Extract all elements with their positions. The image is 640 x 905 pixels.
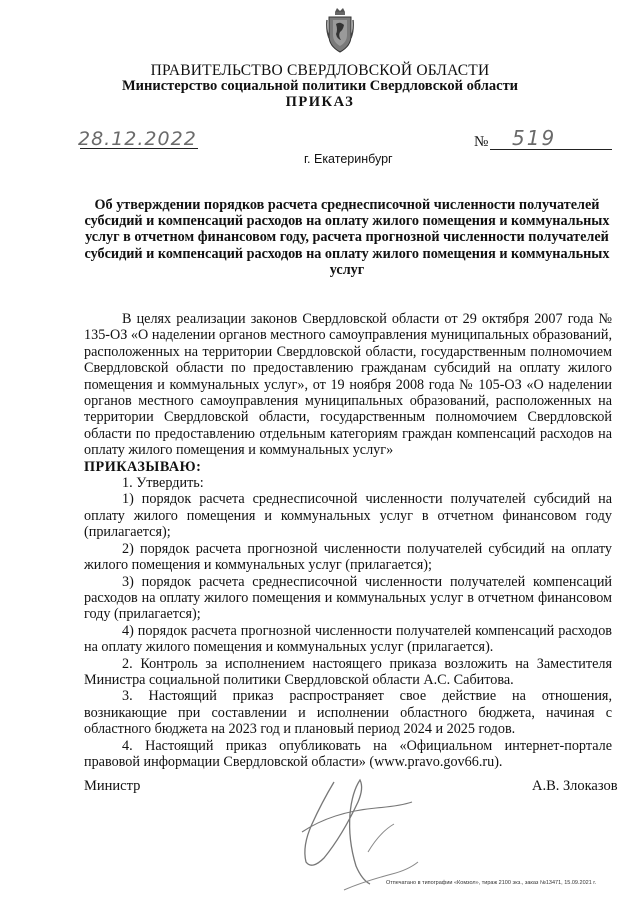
date-underline [80,148,198,149]
list-item: 2. Контроль за исполнением настоящего приказа возложить на Заместителя Министра социальной политики Свердловской области А.С. Сабитова. [84,655,612,688]
list-item: 1) порядок расчета среднесписочной численности получателей субсидий на оплату жилого помещения и коммунальных услуг в отчетном финансовом году (прилагается); [84,491,612,541]
order-date: 28.12.2022 [78,128,197,150]
government-heading: ПРАВИТЕЛЬСТВО СВЕРДЛОВСКОЙ ОБЛАСТИ [150,62,490,79]
document-title: Об утверждении порядков расчета среднесписочной численности получателей субсидий и компенсаций расходов на оплату жилого помещения и коммунальных услуг в отчетном финансовом году, расчета прогнозной численности получателей субсидий и компенсаций расходов на оплату жилого помещения и коммунальных услуг [84,197,610,278]
ministry-heading: Министерство социальной политики Свердловской области [121,78,519,94]
coat-of-arms-icon [326,6,354,54]
document-body [84,311,612,770]
preamble: В целях реализации законов Свердловской области от 29 октября 2007 года № 135-ОЗ «О наделении органов местного самоуправления муниципальных образований, расположенных на территории Свердловской области, государственным полномочием Свердловской области по предоставлению гражданам субсидий на оплату жилого помещения и коммунальных услуг», от 19 ноября 2008 года № 105-ОЗ «О наделении органов местного самоуправления муниципальных образований, расположенных на территории Свердловской области, государственным полномочием Свердловской области по предоставлению отдельным категориям граждан компенсаций расходов на оплату жилого помещения и коммунальных услуг» [84,311,612,459]
list-item: 1. Утвердить: [122,475,204,492]
signatory-name: А.В. Злоказов [532,778,618,794]
list-item: 3. Настоящий приказ распространяет свое действие на отношения, возникающие при составлении и исполнении областного бюджета, начиная с областного бюджета на 2023 год и плановый период 2024 и 2025 годов. [84,688,612,738]
signatory-position: Министр [84,778,141,794]
number-underline [490,149,612,150]
list-item: 3) порядок расчета среднесписочной численности получателей компенсаций расходов на оплату жилого помещения и коммунальных услуг в отчетном финансовом году (прилагается); [84,573,612,623]
order-number: 519 [512,126,557,150]
list-item: 2) порядок расчета прогнозной численности получателей субсидий на оплату жилого помещения и коммунальных услуг (прилагается); [84,540,612,574]
print-footer: Отпечатано в типографии «Комзол», тираж 2100 экз., заказ №13471, 15.09.2021 г. [386,880,597,886]
city: г. Екатеринбург [304,152,393,166]
list-item: 4) порядок расчета прогнозной численности получателей компенсаций расходов на оплату жилого помещения и коммунальных услуг (прилагается). [84,622,612,656]
doc-type-heading: ПРИКАЗ [285,94,355,110]
order-word: ПРИКАЗЫВАЮ: [84,458,202,475]
number-label: № [474,134,489,150]
handwritten-signature-icon [272,762,422,892]
list-item: 4. Настоящий приказ опубликовать на «Официальном интернет-портале правовой информации Свердловской области» (www.pravo.gov66.ru). [84,737,612,770]
